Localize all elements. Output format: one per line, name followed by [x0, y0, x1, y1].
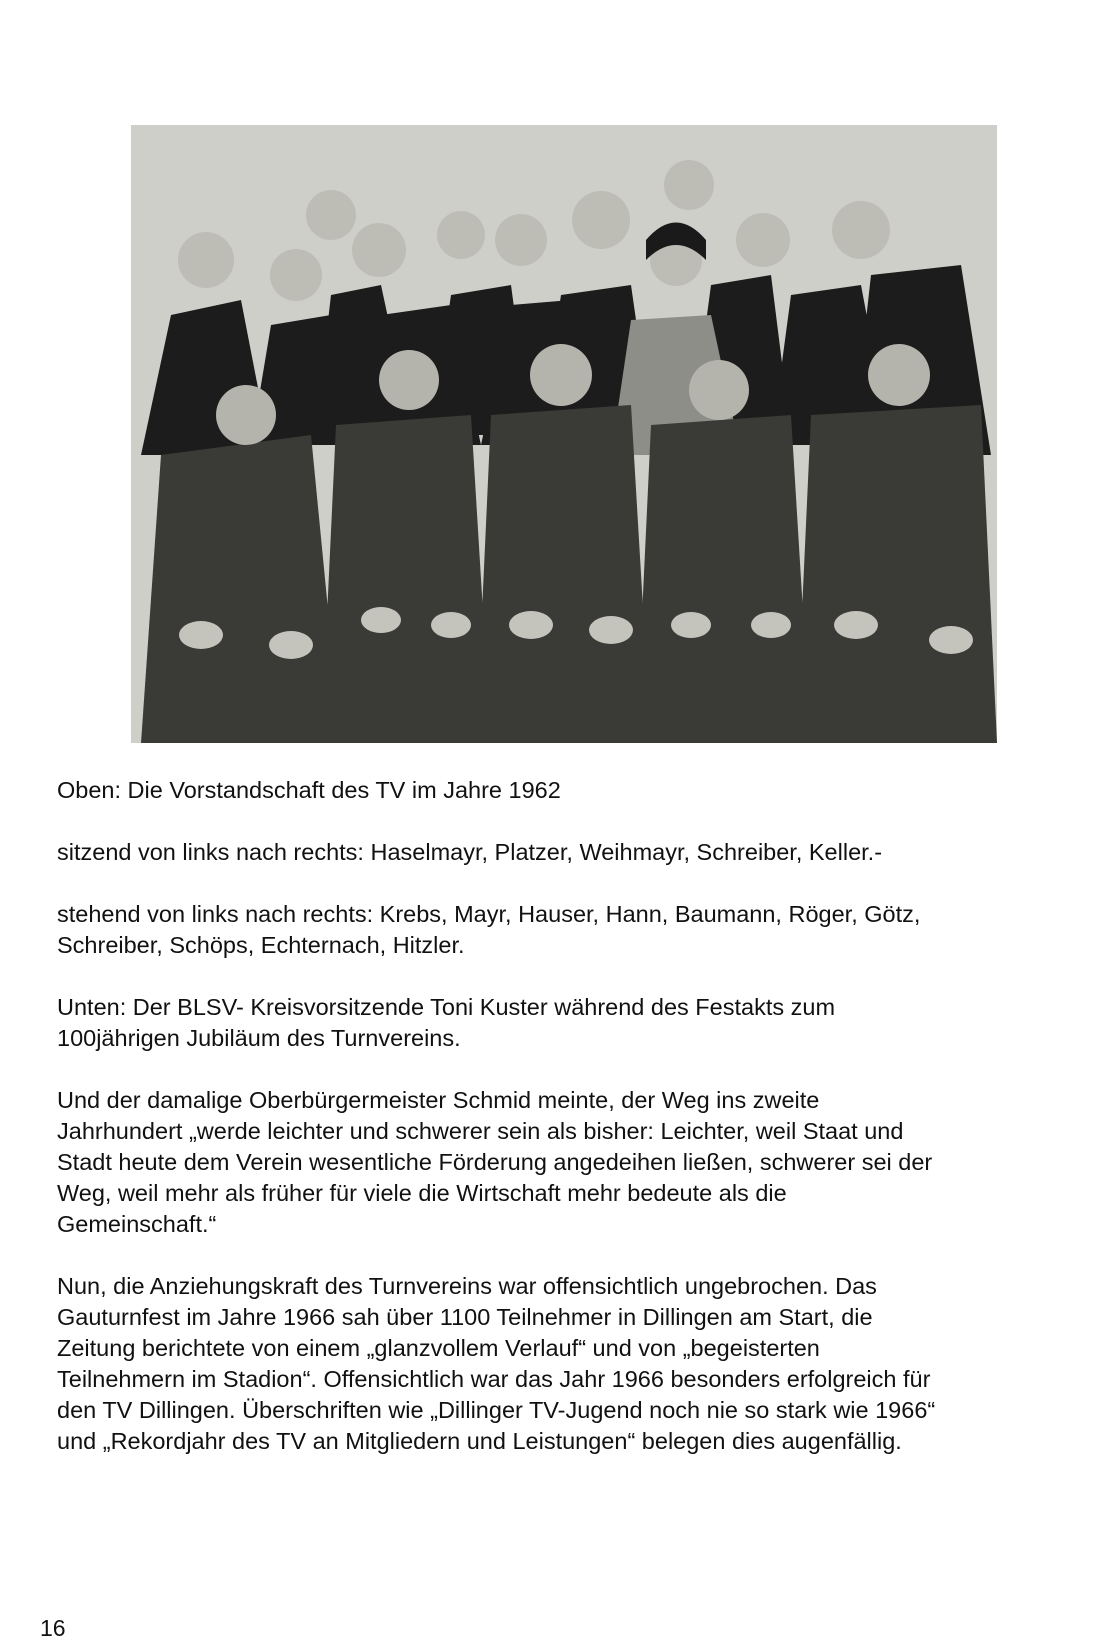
- text-line: stehend von links nach rechts: Krebs, Mayr, Hauser, Hann, Baumann, Röger, Götz,: [57, 901, 921, 927]
- text-line: Zeitung berichtete von einem „glanzvollem Verlauf“ und von „begeisterten: [57, 1335, 820, 1361]
- caption-bottom: [57, 992, 1067, 1054]
- text-line: Schreiber, Schöps, Echternach, Hitzler.: [57, 932, 465, 958]
- text-line: Nun, die Anziehungskraft des Turnvereins war offensichtlich ungebrochen. Das: [57, 1273, 877, 1299]
- text-line: 100jährigen Jubiläum des Turnvereins.: [57, 1025, 461, 1051]
- text-line: Jahrhundert „werde leichter und schwerer sein als bisher: Leichter, weil Staat und: [57, 1118, 904, 1144]
- text-line: Gemeinschaft.“: [57, 1211, 217, 1237]
- text-line: Oben: Die Vorstandschaft des TV im Jahre 1962: [57, 777, 561, 803]
- text-line: sitzend von links nach rechts: Haselmayr, Platzer, Weihmayr, Schreiber, Keller.-: [57, 839, 883, 865]
- text-line: Und der damalige Oberbürgermeister Schmid meinte, der Weg ins zweite: [57, 1087, 820, 1113]
- text-line: Unten: Der BLSV- Kreisvorsitzende Toni Kuster während des Festakts zum: [57, 994, 836, 1020]
- group-photo: [131, 125, 997, 743]
- text-line: den TV Dillingen. Überschriften wie „Dillinger TV-Jugend noch nie so stark wie 1966“: [57, 1397, 936, 1423]
- body-paragraph: [57, 1085, 1067, 1240]
- text-line: Weg, weil mehr als früher für viele die Wirtschaft mehr bedeute als die: [57, 1180, 787, 1206]
- text-line: und „Rekordjahr des TV an Mitgliedern und Leistungen“ belegen dies augenfällig.: [57, 1428, 902, 1454]
- text-line: Stadt heute dem Verein wesentliche Förderung angedeihen ließen, schwerer sei der: [57, 1149, 933, 1175]
- caption-seated: [57, 837, 1067, 868]
- text-line: Gauturnfest im Jahre 1966 sah über 1100 Teilnehmer in Dillingen am Start, die: [57, 1304, 873, 1330]
- group-photo-icon: [131, 125, 997, 743]
- page-number: 16: [40, 1615, 66, 1641]
- body-paragraph: [57, 1271, 1067, 1457]
- caption-standing: [57, 899, 1067, 961]
- text-line: Teilnehmern im Stadion“. Offensichtlich war das Jahr 1966 besonders erfolgreich für: [57, 1366, 931, 1392]
- caption-heading: [57, 775, 1067, 806]
